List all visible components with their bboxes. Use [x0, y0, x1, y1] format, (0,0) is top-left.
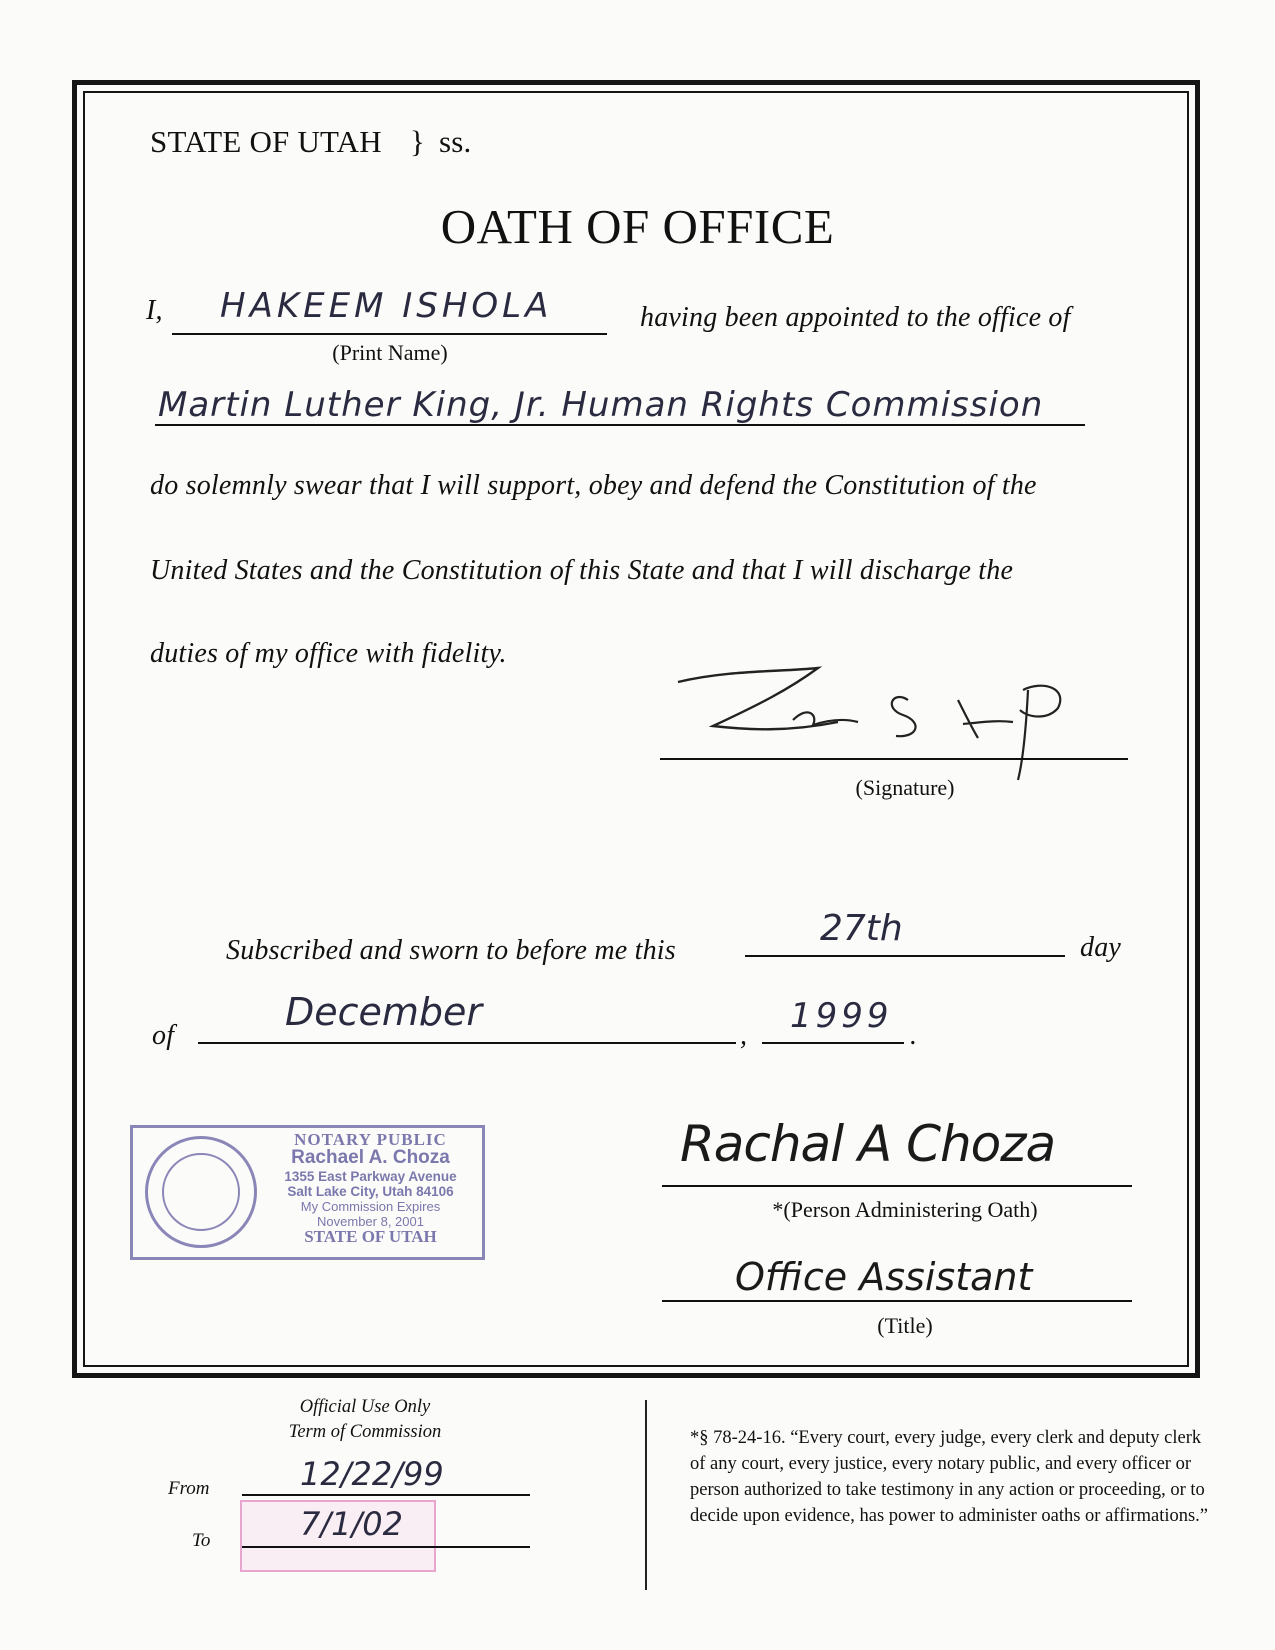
month-field[interactable]: December: [285, 990, 483, 1034]
official-use-label: Official Use Only: [299, 1397, 431, 1417]
oath-line-1: do solemnly swear that I will support, obey and defend the Constitution of the: [150, 470, 1037, 501]
year-field[interactable]: 1999: [790, 996, 893, 1036]
administrator-title-field[interactable]: Office Assistant: [735, 1255, 1033, 1299]
from-label: From: [168, 1478, 210, 1499]
day-field[interactable]: 27th: [820, 908, 903, 949]
term-from-field[interactable]: 12/22/99: [300, 1455, 444, 1493]
period: .: [910, 1020, 918, 1051]
printed-name-field[interactable]: HAKEEM ISHOLA: [220, 286, 553, 326]
print-name-caption: (Print Name): [332, 340, 448, 365]
year-line: [762, 1042, 904, 1044]
state-seal-icon: [145, 1136, 257, 1248]
signature-graphic: [668, 660, 1108, 790]
to-line: [242, 1546, 530, 1548]
ss-label: ss.: [438, 124, 472, 159]
administrator-caption: *(Person Administering Oath): [772, 1197, 1038, 1222]
notary-stamp-line6: November 8, 2001: [317, 1214, 424, 1229]
name-line: [172, 333, 607, 335]
oath-line-3: duties of my office with fidelity.: [150, 638, 507, 669]
title-line: [662, 1300, 1132, 1302]
notary-stamp-line2: Rachael A. Choza: [291, 1147, 450, 1168]
from-line: [242, 1494, 530, 1496]
statute-text: *§ 78-24-16. “Every court, every judge, every clerk and deputy clerk of any court, every justice, every notary public, and every officer or person authorized to take testimony in any action or proceeding, or to decide upon evidence, has power to administer oaths or affirmations.”: [690, 1428, 1209, 1526]
day-label: day: [1080, 932, 1122, 963]
notary-stamp: [130, 1125, 485, 1260]
notary-stamp-line5: My Commission Expires: [300, 1199, 441, 1214]
brace: }: [409, 124, 425, 159]
administrator-line: [662, 1185, 1132, 1187]
state-label: STATE OF UTAH: [150, 124, 382, 159]
day-line: [745, 955, 1065, 957]
month-line: [198, 1042, 736, 1044]
official-use-heading: [250, 1395, 480, 1445]
administrator-signature: Rachal A Choza: [680, 1115, 1056, 1173]
comma: ,: [740, 1020, 748, 1051]
appointed-text: having been appointed to the office of: [640, 302, 1071, 333]
page-title: OATH OF OFFICE: [440, 199, 835, 254]
subscribed-text: Subscribed and sworn to before me this: [226, 935, 676, 966]
notary-stamp-line3: 1355 East Parkway Avenue: [284, 1169, 457, 1184]
term-of-commission-label: Term of Commission: [288, 1422, 442, 1442]
notary-stamp-line4: Salt Lake City, Utah 84106: [287, 1184, 454, 1199]
state-heading: [150, 124, 471, 160]
term-to-field[interactable]: 7/1/02: [300, 1505, 403, 1543]
signature-caption: (Signature): [855, 775, 955, 800]
notary-stamp-line7: STATE OF UTAH: [304, 1227, 437, 1246]
i-label: I,: [146, 295, 163, 326]
of-label: of: [152, 1020, 175, 1051]
signature-line: [660, 758, 1128, 760]
oath-line-2: United States and the Constitution of this State and that I will discharge the: [150, 555, 1014, 586]
office-field[interactable]: Martin Luther King, Jr. Human Rights Commission: [158, 385, 1044, 425]
vertical-divider: [645, 1400, 647, 1590]
to-label: To: [192, 1530, 211, 1551]
notary-stamp-line1: NOTARY PUBLIC: [294, 1130, 447, 1149]
title-caption: (Title): [877, 1313, 933, 1338]
